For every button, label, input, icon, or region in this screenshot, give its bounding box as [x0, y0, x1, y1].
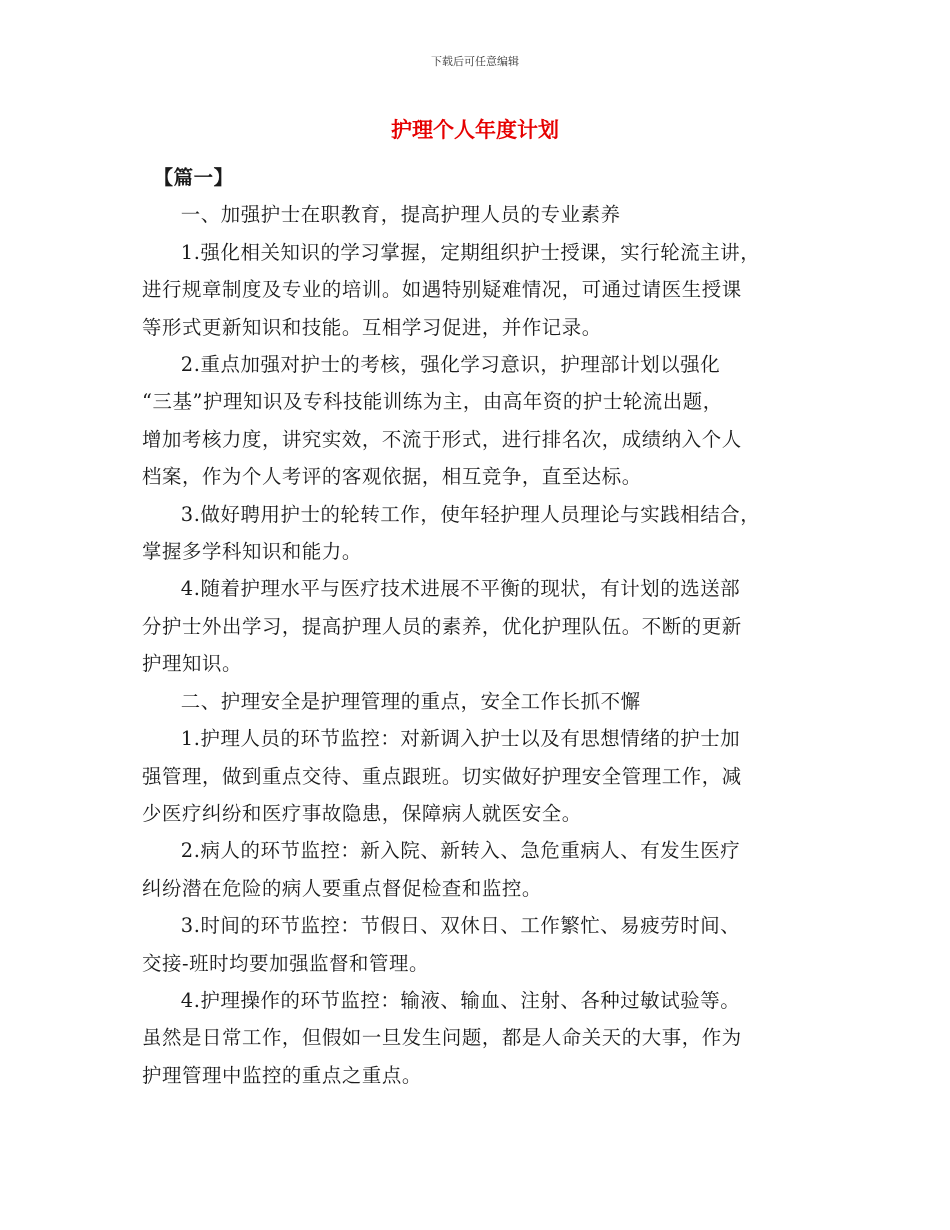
- document-title: 护理个人年度计划: [391, 118, 559, 142]
- text-line: 强管理，做到重点交待、重点跟班。切实做好护理安全管理工作，减: [142, 764, 742, 788]
- text-line: 3.做好聘用护士的轮转工作，使年轻护理人员理论与实践相结合，: [180, 502, 761, 526]
- text-line: 护理管理中监控的重点之重点。: [142, 1063, 422, 1087]
- text-line: 1.护理人员的环节监控：对新调入护士以及有思想情绪的护士加: [180, 727, 741, 751]
- text-line: 2.病人的环节监控：新入院、新转入、急危重病人、有发生医疗: [180, 839, 741, 863]
- paragraph: [142, 234, 810, 346]
- text-line: 1.强化相关知识的学习掌握，定期组织护士授课，实行轮流主讲，: [180, 240, 761, 264]
- text-line: 少医疗纠纷和医疗事故隐患，保障病人就医安全。: [142, 801, 582, 825]
- text-line: 一、加强护士在职教育，提高护理人员的专业素养: [180, 203, 621, 227]
- paragraph: [142, 832, 810, 907]
- text-line: 交接-班时均要加强监督和管理。: [142, 951, 430, 975]
- text-line: 2.重点加强对护士的考核，强化学习意识，护理部计划以强化: [180, 353, 721, 377]
- text-line: 4.随着护理水平与医疗技术进展不平衡的现状，有计划的选送部: [180, 577, 741, 601]
- text-line: 纠纷潜在危险的病人要重点督促检查和监控。: [142, 876, 542, 900]
- text-line: 分护士外出学习，提高护理人员的素养，优化护理队伍。不断的更新: [142, 614, 742, 638]
- text-line: 掌握多学科知识和能力。: [142, 540, 362, 564]
- text-line: “三基”护理知识及专科技能训练为主，由高年资的护士轮流出题，: [142, 390, 723, 414]
- text-line: 档案，作为个人考评的客观依据，相互竞争，直至达标。: [142, 465, 642, 489]
- paragraph: [142, 982, 810, 1094]
- document-body: [142, 159, 810, 1094]
- paragraph: [142, 683, 810, 720]
- paragraph: [142, 720, 810, 832]
- section-label: 【篇一】: [153, 166, 234, 189]
- paragraph: [142, 196, 810, 233]
- paragraph: [142, 496, 810, 571]
- text-line: 虽然是日常工作，但假如一旦发生问题，都是人命关天的大事，作为: [142, 1026, 742, 1050]
- text-line: 二、护理安全是护理管理的重点，安全工作长抓不懈: [180, 689, 641, 713]
- text-line: 3.时间的环节监控：节假日、双休日、工作繁忙、易疲劳时间、: [180, 914, 741, 938]
- text-line: 等形式更新知识和技能。互相学习促进，并作记录。: [142, 315, 602, 339]
- text-line: 增加考核力度，讲究实效，不流于形式，进行排名次，成绩纳入个人: [142, 427, 742, 451]
- paragraph: [142, 346, 810, 496]
- paragraph: [142, 907, 810, 982]
- text-line: 4.护理操作的环节监控：输液、输血、注射、各种过敏试验等。: [180, 988, 741, 1012]
- text-line: 护理知识。: [142, 652, 242, 676]
- header-note: 下载后可任意编辑: [431, 55, 519, 68]
- paragraph: [142, 570, 810, 682]
- text-line: 进行规章制度及专业的培训。如遇特别疑难情况，可通过请医生授课: [142, 278, 742, 302]
